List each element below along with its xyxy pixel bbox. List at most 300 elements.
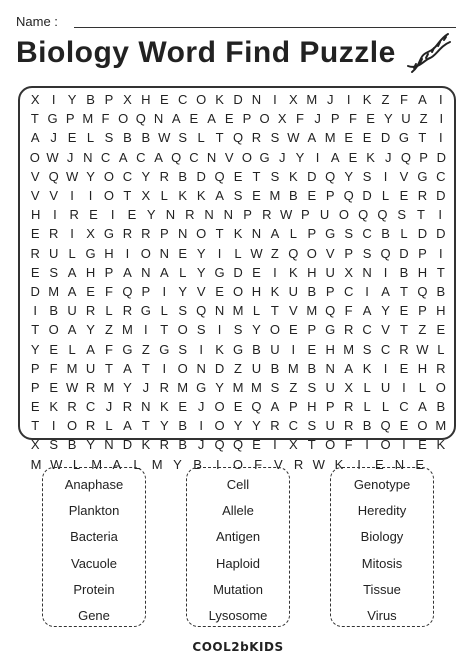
grid-cell[interactable]: A xyxy=(330,149,340,165)
grid-cell[interactable]: R xyxy=(293,456,304,472)
grid-cell[interactable]: D xyxy=(380,130,391,146)
grid-cell[interactable]: P xyxy=(419,149,428,165)
grid-cell[interactable]: G xyxy=(325,322,336,338)
grid-cell[interactable]: O xyxy=(196,226,207,242)
grid-cell[interactable]: N xyxy=(159,245,169,261)
grid-cell[interactable]: L xyxy=(179,264,187,280)
grid-cell[interactable]: B xyxy=(49,303,58,319)
grid-cell[interactable]: N xyxy=(394,456,405,472)
grid-cell[interactable]: D xyxy=(122,437,133,453)
grid-cell[interactable]: Y xyxy=(196,264,206,280)
grid-cell[interactable]: B xyxy=(436,283,446,299)
grid-cell[interactable]: E xyxy=(67,130,77,146)
grid-cell[interactable]: I xyxy=(439,92,443,108)
grid-cell[interactable]: R xyxy=(30,245,40,261)
grid-cell[interactable]: S xyxy=(270,130,280,146)
grid-cell[interactable]: E xyxy=(30,399,40,415)
grid-cell[interactable]: D xyxy=(417,226,428,242)
grid-cell[interactable]: I xyxy=(215,456,220,472)
grid-cell[interactable]: V xyxy=(289,303,298,319)
grid-cell[interactable]: A xyxy=(307,130,317,146)
grid-cell[interactable]: G xyxy=(47,111,58,127)
grid-cell[interactable]: W xyxy=(416,341,429,357)
grid-cell[interactable]: E xyxy=(362,130,372,146)
grid-cell[interactable]: O xyxy=(214,399,225,415)
grid-cell[interactable]: W xyxy=(250,245,263,261)
grid-cell[interactable]: P xyxy=(289,399,298,415)
grid-cell[interactable]: K xyxy=(196,188,206,204)
grid-cell[interactable]: Y xyxy=(67,92,77,108)
grid-cell[interactable]: N xyxy=(196,360,206,376)
grid-cell[interactable]: O xyxy=(29,149,40,165)
grid-cell[interactable]: E xyxy=(49,341,58,357)
grid-cell[interactable]: U xyxy=(85,360,96,376)
grid-cell[interactable]: T xyxy=(416,207,425,223)
grid-cell[interactable]: Y xyxy=(295,149,305,165)
grid-cell[interactable]: R xyxy=(343,418,354,434)
grid-cell[interactable]: C xyxy=(399,399,409,415)
grid-cell[interactable]: T xyxy=(31,418,40,434)
grid-cell[interactable]: F xyxy=(104,341,113,357)
grid-cell[interactable]: A xyxy=(159,264,169,280)
grid-cell[interactable]: Y xyxy=(141,168,151,184)
grid-cell[interactable]: E xyxy=(252,188,261,204)
grid-cell[interactable]: A xyxy=(67,283,77,299)
grid-cell[interactable]: R xyxy=(69,207,79,223)
grid-cell[interactable]: M xyxy=(306,92,318,108)
grid-cell[interactable]: S xyxy=(178,130,188,146)
name-line[interactable] xyxy=(74,27,456,28)
grid-cell[interactable]: A xyxy=(112,456,122,472)
grid-cell[interactable]: H xyxy=(325,341,335,357)
grid-cell[interactable]: P xyxy=(344,245,353,261)
grid-cell[interactable]: R xyxy=(122,226,133,242)
grid-cell[interactable]: E xyxy=(233,399,243,415)
grid-cell[interactable]: E xyxy=(215,283,224,299)
grid-cell[interactable]: M xyxy=(324,130,336,146)
grid-cell[interactable]: R xyxy=(159,379,169,395)
grid-cell[interactable]: F xyxy=(399,92,408,108)
grid-cell[interactable]: M xyxy=(121,322,133,338)
grid-cell[interactable]: D xyxy=(214,360,225,376)
grid-cell[interactable]: B xyxy=(307,360,317,376)
grid-cell[interactable]: N xyxy=(251,92,262,108)
grid-cell[interactable]: Q xyxy=(232,437,244,453)
grid-cell[interactable]: T xyxy=(215,226,224,242)
grid-cell[interactable]: F xyxy=(295,111,304,127)
grid-cell[interactable]: R xyxy=(85,303,96,319)
grid-cell[interactable]: C xyxy=(343,283,354,299)
grid-cell[interactable]: A xyxy=(171,111,181,127)
grid-cell[interactable]: I xyxy=(110,207,115,223)
grid-cell[interactable]: C xyxy=(100,149,111,165)
grid-cell[interactable]: I xyxy=(33,303,38,319)
grid-cell[interactable]: E xyxy=(178,399,188,415)
grid-cell[interactable]: I xyxy=(53,207,57,223)
grid-cell[interactable]: W xyxy=(287,130,300,146)
grid-cell[interactable]: J xyxy=(142,379,150,395)
letter-grid[interactable] xyxy=(26,90,450,472)
grid-cell[interactable]: J xyxy=(66,149,74,165)
grid-cell[interactable]: O xyxy=(232,283,244,299)
grid-cell[interactable]: E xyxy=(307,341,317,357)
grid-cell[interactable]: P xyxy=(30,360,40,376)
grid-cell[interactable]: D xyxy=(436,226,446,242)
grid-cell[interactable]: B xyxy=(381,226,390,242)
grid-cell[interactable]: G xyxy=(417,168,428,184)
grid-cell[interactable]: I xyxy=(346,92,351,108)
grid-cell[interactable]: A xyxy=(154,149,163,165)
grid-cell[interactable]: Y xyxy=(178,283,188,299)
grid-cell[interactable]: O xyxy=(103,188,115,204)
grid-cell[interactable]: K xyxy=(215,92,224,108)
grid-cell[interactable]: R xyxy=(122,399,133,415)
grid-cell[interactable]: E xyxy=(415,456,424,472)
grid-cell[interactable]: I xyxy=(365,437,369,453)
grid-cell[interactable]: R xyxy=(399,341,409,357)
grid-cell[interactable]: P xyxy=(307,322,317,338)
grid-cell[interactable]: O xyxy=(232,456,244,472)
grid-cell[interactable]: B xyxy=(86,92,95,108)
grid-cell[interactable]: V xyxy=(196,283,206,299)
grid-cell[interactable]: W xyxy=(279,207,293,223)
grid-cell[interactable]: C xyxy=(362,226,372,242)
grid-cell[interactable]: O xyxy=(67,418,78,434)
grid-cell[interactable]: T xyxy=(31,322,40,338)
grid-cell[interactable]: K xyxy=(215,341,224,357)
grid-cell[interactable]: B xyxy=(193,456,202,472)
grid-cell[interactable]: N xyxy=(83,149,93,165)
grid-cell[interactable]: K xyxy=(289,264,298,280)
grid-cell[interactable]: X xyxy=(344,264,353,280)
grid-cell[interactable]: E xyxy=(189,111,199,127)
grid-cell[interactable]: R xyxy=(262,207,272,223)
grid-cell[interactable]: V xyxy=(49,188,58,204)
grid-cell[interactable]: O xyxy=(241,149,252,165)
grid-cell[interactable]: N xyxy=(204,207,214,223)
grid-cell[interactable]: S xyxy=(397,207,407,223)
grid-cell[interactable]: Q xyxy=(232,130,244,146)
grid-cell[interactable]: F xyxy=(348,111,357,127)
grid-cell[interactable]: J xyxy=(385,149,392,165)
grid-cell[interactable]: P xyxy=(418,303,427,319)
grid-cell[interactable]: I xyxy=(383,360,388,376)
grid-cell[interactable]: R xyxy=(85,418,96,434)
grid-cell[interactable]: U xyxy=(251,360,262,376)
grid-cell[interactable]: I xyxy=(273,92,277,108)
grid-cell[interactable]: D xyxy=(399,245,409,261)
grid-cell[interactable]: S xyxy=(196,322,206,338)
grid-cell[interactable]: K xyxy=(289,168,298,184)
grid-cell[interactable]: I xyxy=(439,130,443,146)
grid-cell[interactable]: O xyxy=(214,418,225,434)
grid-cell[interactable]: M xyxy=(232,303,244,319)
grid-cell[interactable]: A xyxy=(67,322,77,338)
grid-cell[interactable]: R xyxy=(67,399,77,415)
grid-cell[interactable]: Y xyxy=(30,341,40,357)
grid-cell[interactable]: I xyxy=(217,245,222,261)
grid-cell[interactable]: L xyxy=(381,399,390,415)
grid-cell[interactable]: O xyxy=(325,437,336,453)
grid-cell[interactable]: I xyxy=(162,283,167,299)
grid-cell[interactable]: K xyxy=(436,437,446,453)
grid-cell[interactable]: V xyxy=(381,322,390,338)
grid-cell[interactable]: Y xyxy=(146,207,156,223)
grid-cell[interactable]: S xyxy=(178,303,188,319)
grid-cell[interactable]: O xyxy=(177,322,188,338)
grid-cell[interactable]: L xyxy=(133,456,141,472)
grid-cell[interactable]: O xyxy=(103,168,115,184)
grid-cell[interactable]: Q xyxy=(214,168,225,184)
grid-cell[interactable]: H xyxy=(417,360,428,376)
grid-cell[interactable]: A xyxy=(86,341,95,357)
grid-cell[interactable]: T xyxy=(270,303,279,319)
grid-cell[interactable]: S xyxy=(270,168,280,184)
grid-cell[interactable]: E xyxy=(49,379,58,395)
grid-cell[interactable]: I xyxy=(402,379,406,395)
grid-cell[interactable]: U xyxy=(380,379,391,395)
grid-cell[interactable]: D xyxy=(196,168,206,184)
grid-cell[interactable]: Q xyxy=(48,168,59,184)
grid-cell[interactable]: W xyxy=(46,149,59,165)
grid-cell[interactable]: R xyxy=(343,322,354,338)
grid-cell[interactable]: G xyxy=(214,264,225,280)
grid-cell[interactable]: P xyxy=(330,111,340,127)
grid-cell[interactable]: H xyxy=(85,264,96,280)
grid-cell[interactable]: E xyxy=(344,130,353,146)
grid-cell[interactable]: D xyxy=(233,92,243,108)
grid-cell[interactable]: Z xyxy=(289,379,298,395)
grid-cell[interactable]: Y xyxy=(383,111,393,127)
grid-cell[interactable]: T xyxy=(215,130,224,146)
grid-cell[interactable]: P xyxy=(301,207,310,223)
grid-cell[interactable]: B xyxy=(178,168,188,184)
grid-cell[interactable]: U xyxy=(325,264,335,280)
grid-cell[interactable]: M xyxy=(66,360,78,376)
grid-cell[interactable]: O xyxy=(196,92,207,108)
grid-cell[interactable]: A xyxy=(270,226,280,242)
grid-cell[interactable]: I xyxy=(70,188,74,204)
grid-cell[interactable]: U xyxy=(288,283,299,299)
grid-cell[interactable]: B xyxy=(399,264,409,280)
grid-cell[interactable]: B xyxy=(252,341,261,357)
grid-cell[interactable]: P xyxy=(325,399,335,415)
grid-cell[interactable]: K xyxy=(233,226,243,242)
grid-cell[interactable]: H xyxy=(30,207,41,223)
grid-cell[interactable]: J xyxy=(105,399,113,415)
grid-cell[interactable]: S xyxy=(362,168,372,184)
grid-cell[interactable]: L xyxy=(68,245,76,261)
grid-cell[interactable]: S xyxy=(233,188,243,204)
grid-cell[interactable]: E xyxy=(366,111,375,127)
grid-cell[interactable]: A xyxy=(123,360,132,376)
grid-cell[interactable]: A xyxy=(362,303,372,319)
grid-cell[interactable]: H xyxy=(307,399,317,415)
grid-cell[interactable]: R xyxy=(122,303,133,319)
grid-cell[interactable]: C xyxy=(189,149,199,165)
grid-cell[interactable]: V xyxy=(274,456,283,472)
grid-cell[interactable]: L xyxy=(381,188,390,204)
grid-cell[interactable]: K xyxy=(334,456,344,472)
grid-cell[interactable]: K xyxy=(159,399,169,415)
grid-cell[interactable]: P xyxy=(65,111,75,127)
grid-cell[interactable]: M xyxy=(177,379,189,395)
grid-cell[interactable]: R xyxy=(417,188,428,204)
grid-cell[interactable]: E xyxy=(348,149,358,165)
grid-cell[interactable]: P xyxy=(104,92,114,108)
grid-cell[interactable]: X xyxy=(141,188,151,204)
grid-cell[interactable]: Z xyxy=(270,245,279,261)
grid-cell[interactable]: L xyxy=(197,130,205,146)
grid-cell[interactable]: E xyxy=(399,360,409,376)
grid-cell[interactable]: W xyxy=(158,130,171,146)
grid-cell[interactable]: C xyxy=(380,341,391,357)
grid-cell[interactable]: M xyxy=(251,379,262,395)
grid-cell[interactable]: Q xyxy=(288,245,299,261)
grid-cell[interactable]: V xyxy=(325,245,335,261)
grid-cell[interactable]: Q xyxy=(343,188,354,204)
grid-cell[interactable]: G xyxy=(140,303,151,319)
grid-cell[interactable]: S xyxy=(49,437,58,453)
grid-cell[interactable]: Q xyxy=(417,283,428,299)
grid-cell[interactable]: Y xyxy=(86,168,95,184)
grid-cell[interactable]: P xyxy=(325,188,335,204)
grid-cell[interactable]: E xyxy=(30,264,40,280)
grid-cell[interactable]: R xyxy=(436,360,446,376)
grid-cell[interactable]: X xyxy=(289,92,298,108)
grid-cell[interactable]: I xyxy=(383,264,388,280)
grid-cell[interactable]: E xyxy=(127,207,137,223)
grid-cell[interactable]: B xyxy=(436,399,446,415)
grid-cell[interactable]: Z xyxy=(418,322,427,338)
grid-cell[interactable]: O xyxy=(259,111,270,127)
grid-cell[interactable]: L xyxy=(105,418,113,434)
grid-cell[interactable]: H xyxy=(436,303,446,319)
grid-cell[interactable]: S xyxy=(49,264,58,280)
grid-cell[interactable]: U xyxy=(48,245,59,261)
grid-cell[interactable]: R xyxy=(270,418,280,434)
grid-cell[interactable]: E xyxy=(178,245,188,261)
grid-cell[interactable]: G xyxy=(232,341,244,357)
grid-cell[interactable]: B xyxy=(307,283,317,299)
grid-cell[interactable]: I xyxy=(402,437,406,453)
grid-cell[interactable]: M xyxy=(48,283,60,299)
grid-cell[interactable]: N xyxy=(251,226,262,242)
grid-cell[interactable]: O xyxy=(48,322,59,338)
grid-cell[interactable]: T xyxy=(123,188,132,204)
grid-cell[interactable]: X xyxy=(344,379,353,395)
grid-cell[interactable]: E xyxy=(252,264,261,280)
grid-cell[interactable]: S xyxy=(307,418,317,434)
grid-cell[interactable]: K xyxy=(49,399,58,415)
grid-cell[interactable]: E xyxy=(159,92,169,108)
grid-cell[interactable]: E xyxy=(399,188,409,204)
grid-cell[interactable]: C xyxy=(122,168,133,184)
grid-cell[interactable]: Y xyxy=(215,379,224,395)
grid-cell[interactable]: E xyxy=(436,322,446,338)
grid-cell[interactable]: B xyxy=(67,437,77,453)
grid-cell[interactable]: N xyxy=(206,149,217,165)
grid-cell[interactable]: L xyxy=(72,456,81,472)
grid-cell[interactable]: O xyxy=(380,437,391,453)
grid-cell[interactable]: J xyxy=(197,399,205,415)
grid-cell[interactable]: K xyxy=(141,437,151,453)
grid-cell[interactable]: A xyxy=(123,418,132,434)
grid-cell[interactable]: K xyxy=(362,360,372,376)
grid-cell[interactable]: G xyxy=(259,149,270,165)
grid-cell[interactable]: I xyxy=(438,207,443,223)
grid-cell[interactable]: V xyxy=(224,149,234,165)
grid-cell[interactable]: I xyxy=(51,418,56,434)
grid-cell[interactable]: W xyxy=(50,456,63,472)
grid-cell[interactable]: E xyxy=(89,207,98,223)
grid-cell[interactable]: A xyxy=(344,360,353,376)
grid-cell[interactable]: O xyxy=(177,360,188,376)
grid-cell[interactable]: T xyxy=(399,283,408,299)
grid-cell[interactable]: J xyxy=(50,130,57,146)
grid-cell[interactable]: A xyxy=(418,399,427,415)
grid-cell[interactable]: I xyxy=(291,341,296,357)
grid-cell[interactable]: A xyxy=(30,130,40,146)
grid-cell[interactable]: B xyxy=(270,360,280,376)
grid-cell[interactable]: Z xyxy=(234,360,242,376)
grid-cell[interactable]: F xyxy=(344,437,353,453)
grid-cell[interactable]: Q xyxy=(171,149,182,165)
grid-cell[interactable]: A xyxy=(418,92,427,108)
grid-cell[interactable]: M xyxy=(343,341,355,357)
grid-cell[interactable]: W xyxy=(65,168,79,184)
grid-cell[interactable]: U xyxy=(319,207,330,223)
grid-cell[interactable]: Y xyxy=(344,168,353,184)
grid-cell[interactable]: Q xyxy=(122,283,133,299)
grid-cell[interactable]: I xyxy=(273,264,277,280)
grid-cell[interactable]: C xyxy=(136,149,146,165)
grid-cell[interactable]: Q xyxy=(325,168,336,184)
grid-cell[interactable]: D xyxy=(307,168,317,184)
grid-cell[interactable]: T xyxy=(141,418,150,434)
grid-cell[interactable]: J xyxy=(326,92,334,108)
grid-cell[interactable]: V xyxy=(30,188,40,204)
grid-cell[interactable]: U xyxy=(401,111,411,127)
grid-cell[interactable]: I xyxy=(357,456,361,472)
grid-cell[interactable]: Z xyxy=(104,322,113,338)
grid-cell[interactable]: O xyxy=(140,245,151,261)
grid-cell[interactable]: E xyxy=(252,437,261,453)
grid-cell[interactable]: M xyxy=(82,111,94,127)
grid-cell[interactable]: M xyxy=(30,456,42,472)
grid-cell[interactable]: T xyxy=(252,168,261,184)
grid-cell[interactable]: P xyxy=(159,226,169,242)
grid-cell[interactable]: O xyxy=(417,418,428,434)
grid-cell[interactable]: U xyxy=(67,303,77,319)
grid-cell[interactable]: M xyxy=(232,379,244,395)
grid-cell[interactable]: Y xyxy=(86,437,95,453)
grid-cell[interactable]: S xyxy=(270,379,280,395)
grid-cell[interactable]: P xyxy=(30,379,40,395)
grid-cell[interactable]: M xyxy=(435,418,447,434)
grid-cell[interactable]: R xyxy=(343,399,354,415)
grid-cell[interactable]: N xyxy=(104,437,114,453)
grid-cell[interactable]: O xyxy=(118,111,129,127)
grid-cell[interactable]: D xyxy=(30,283,40,299)
grid-cell[interactable]: I xyxy=(88,188,93,204)
grid-cell[interactable]: W xyxy=(65,379,79,395)
grid-cell[interactable]: K xyxy=(362,92,372,108)
grid-cell[interactable]: Y xyxy=(381,303,390,319)
grid-cell[interactable]: Q xyxy=(380,245,391,261)
grid-cell[interactable]: H xyxy=(104,245,114,261)
grid-cell[interactable]: T xyxy=(418,130,427,146)
